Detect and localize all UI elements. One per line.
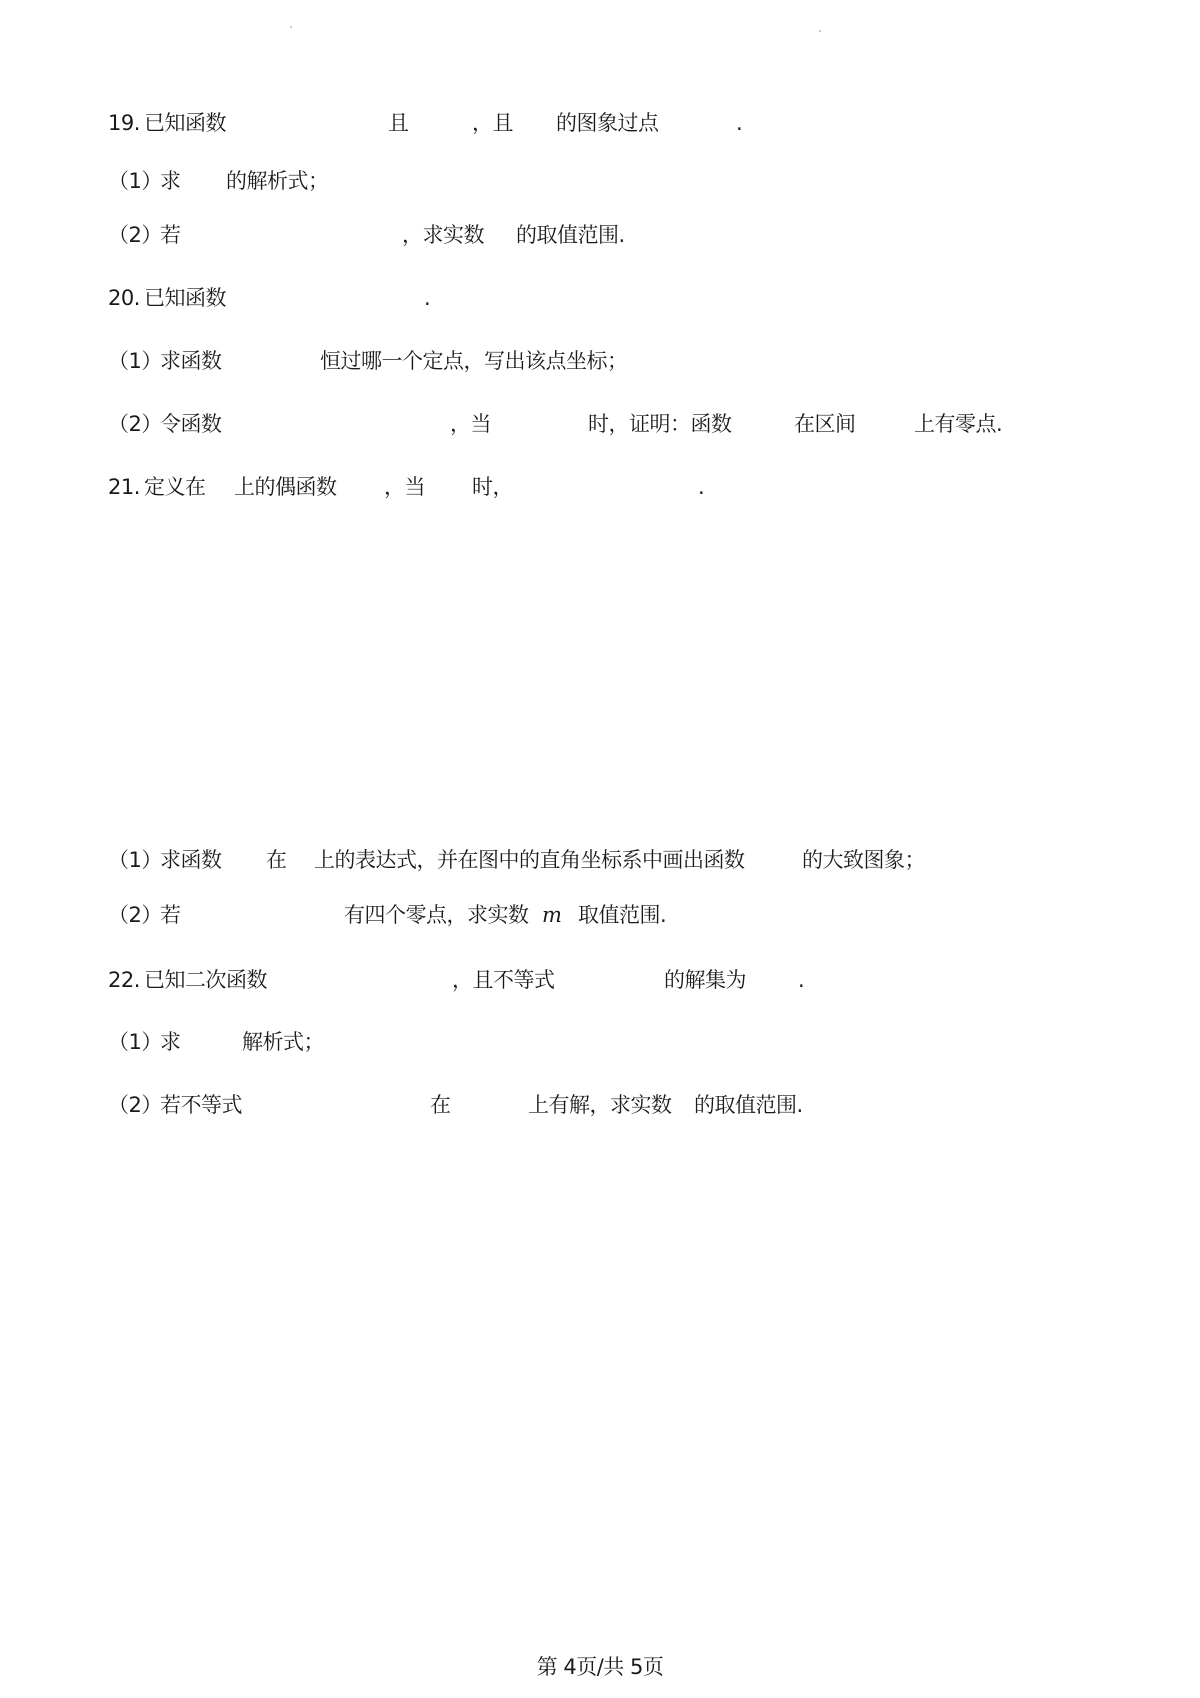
q20-text-end: .	[424, 286, 431, 310]
q21-text-b: 上的偶函数	[234, 475, 337, 499]
q22-number: 22.	[108, 968, 140, 992]
q19-part2-text-a: 若	[160, 223, 181, 247]
q21-part2-text-a: 若	[160, 903, 181, 927]
q19-number: 19.	[108, 111, 140, 135]
q21-part1-text-c: 上的表达式，并在图中的直角坐标系中画出函数	[314, 848, 745, 872]
q21-number: 21.	[108, 475, 140, 499]
q21-part2	[108, 900, 908, 930]
q20-part2-text-d: 在区间	[794, 412, 856, 436]
q21-text-c: ，当	[384, 475, 425, 499]
page-number-footer: 第 4页/共 5页	[536, 1655, 664, 1679]
q22-part2-text-c: 上有解，求实数	[528, 1093, 672, 1117]
q19-part1-label: （1）	[108, 169, 162, 193]
q20-text-a: 已知函数	[144, 286, 226, 310]
q21-stem	[108, 472, 908, 502]
q22-text-end: .	[798, 968, 805, 992]
q21-part1-text-d: 的大致图象；	[802, 848, 925, 872]
q22-part1	[108, 1027, 908, 1057]
q19-text-b: 且	[388, 111, 409, 135]
q20-part2	[108, 409, 1038, 439]
coordinate-figure-blank	[110, 500, 1090, 830]
q19-text-end: .	[736, 111, 743, 135]
q22-text-b: ，且不等式	[452, 968, 555, 992]
q19-stem	[108, 108, 908, 138]
q21-part1	[108, 845, 1038, 875]
q19-text-c: ，且	[472, 111, 513, 135]
q19-part2-text-c: 的取值范围.	[516, 223, 625, 247]
q19-part2-text-b: ，求实数	[402, 223, 484, 247]
q20-part1-label: （1）	[108, 349, 162, 373]
q21-part2-var-m: m	[542, 903, 562, 927]
q22-part2-text-a: 若不等式	[160, 1093, 242, 1117]
q19-part1-text-a: 求	[160, 169, 181, 193]
q19-part1-text-b: 的解析式；	[226, 169, 329, 193]
q22-part2-label: （2）	[108, 1093, 162, 1117]
q21-text-a: 定义在	[144, 475, 206, 499]
q22-part2-text-d: 的取值范围.	[694, 1093, 803, 1117]
q20-part2-text-e: 上有零点.	[914, 412, 1003, 436]
q21-part1-text-b: 在	[266, 848, 287, 872]
q22-part1-text-a: 求	[160, 1030, 181, 1054]
q22-part2-text-b: 在	[430, 1093, 451, 1117]
q20-part1	[108, 346, 908, 376]
q19-part2-label: （2）	[108, 223, 162, 247]
scan-speck-right	[819, 30, 821, 32]
q19-part1	[108, 166, 908, 196]
q21-part1-text-a: 求函数	[160, 848, 222, 872]
q20-stem	[108, 283, 908, 313]
q20-part2-text-a: 令函数	[160, 412, 222, 436]
q21-text-d: 时，	[472, 475, 513, 499]
q20-part2-label: （2）	[108, 412, 162, 436]
q21-part2-text-b: 有四个零点，求实数	[344, 903, 529, 927]
q22-text-a: 已知二次函数	[144, 968, 267, 992]
scan-speck-left	[290, 26, 292, 28]
q22-part1-label: （1）	[108, 1030, 162, 1054]
q22-stem	[108, 965, 908, 995]
q20-part2-text-c: 时，证明：函数	[588, 412, 732, 436]
q21-text-end: .	[698, 475, 705, 499]
q19-text-a: 已知函数	[144, 111, 226, 135]
q21-part2-text-c: 取值范围.	[578, 903, 667, 927]
q19-part2	[108, 220, 908, 250]
q22-part2	[108, 1090, 908, 1120]
q22-part1-text-b: 解析式；	[242, 1030, 324, 1054]
q19-text-d: 的图象过点	[556, 111, 659, 135]
q22-text-c: 的解集为	[664, 968, 746, 992]
q20-part2-text-b: ，当	[450, 412, 491, 436]
q20-number: 20.	[108, 286, 140, 310]
q20-part1-text-a: 求函数	[160, 349, 222, 373]
q21-part2-label: （2）	[108, 903, 162, 927]
q21-part1-label: （1）	[108, 848, 162, 872]
q20-part1-text-b: 恒过哪一个定点，写出该点坐标；	[320, 349, 628, 373]
